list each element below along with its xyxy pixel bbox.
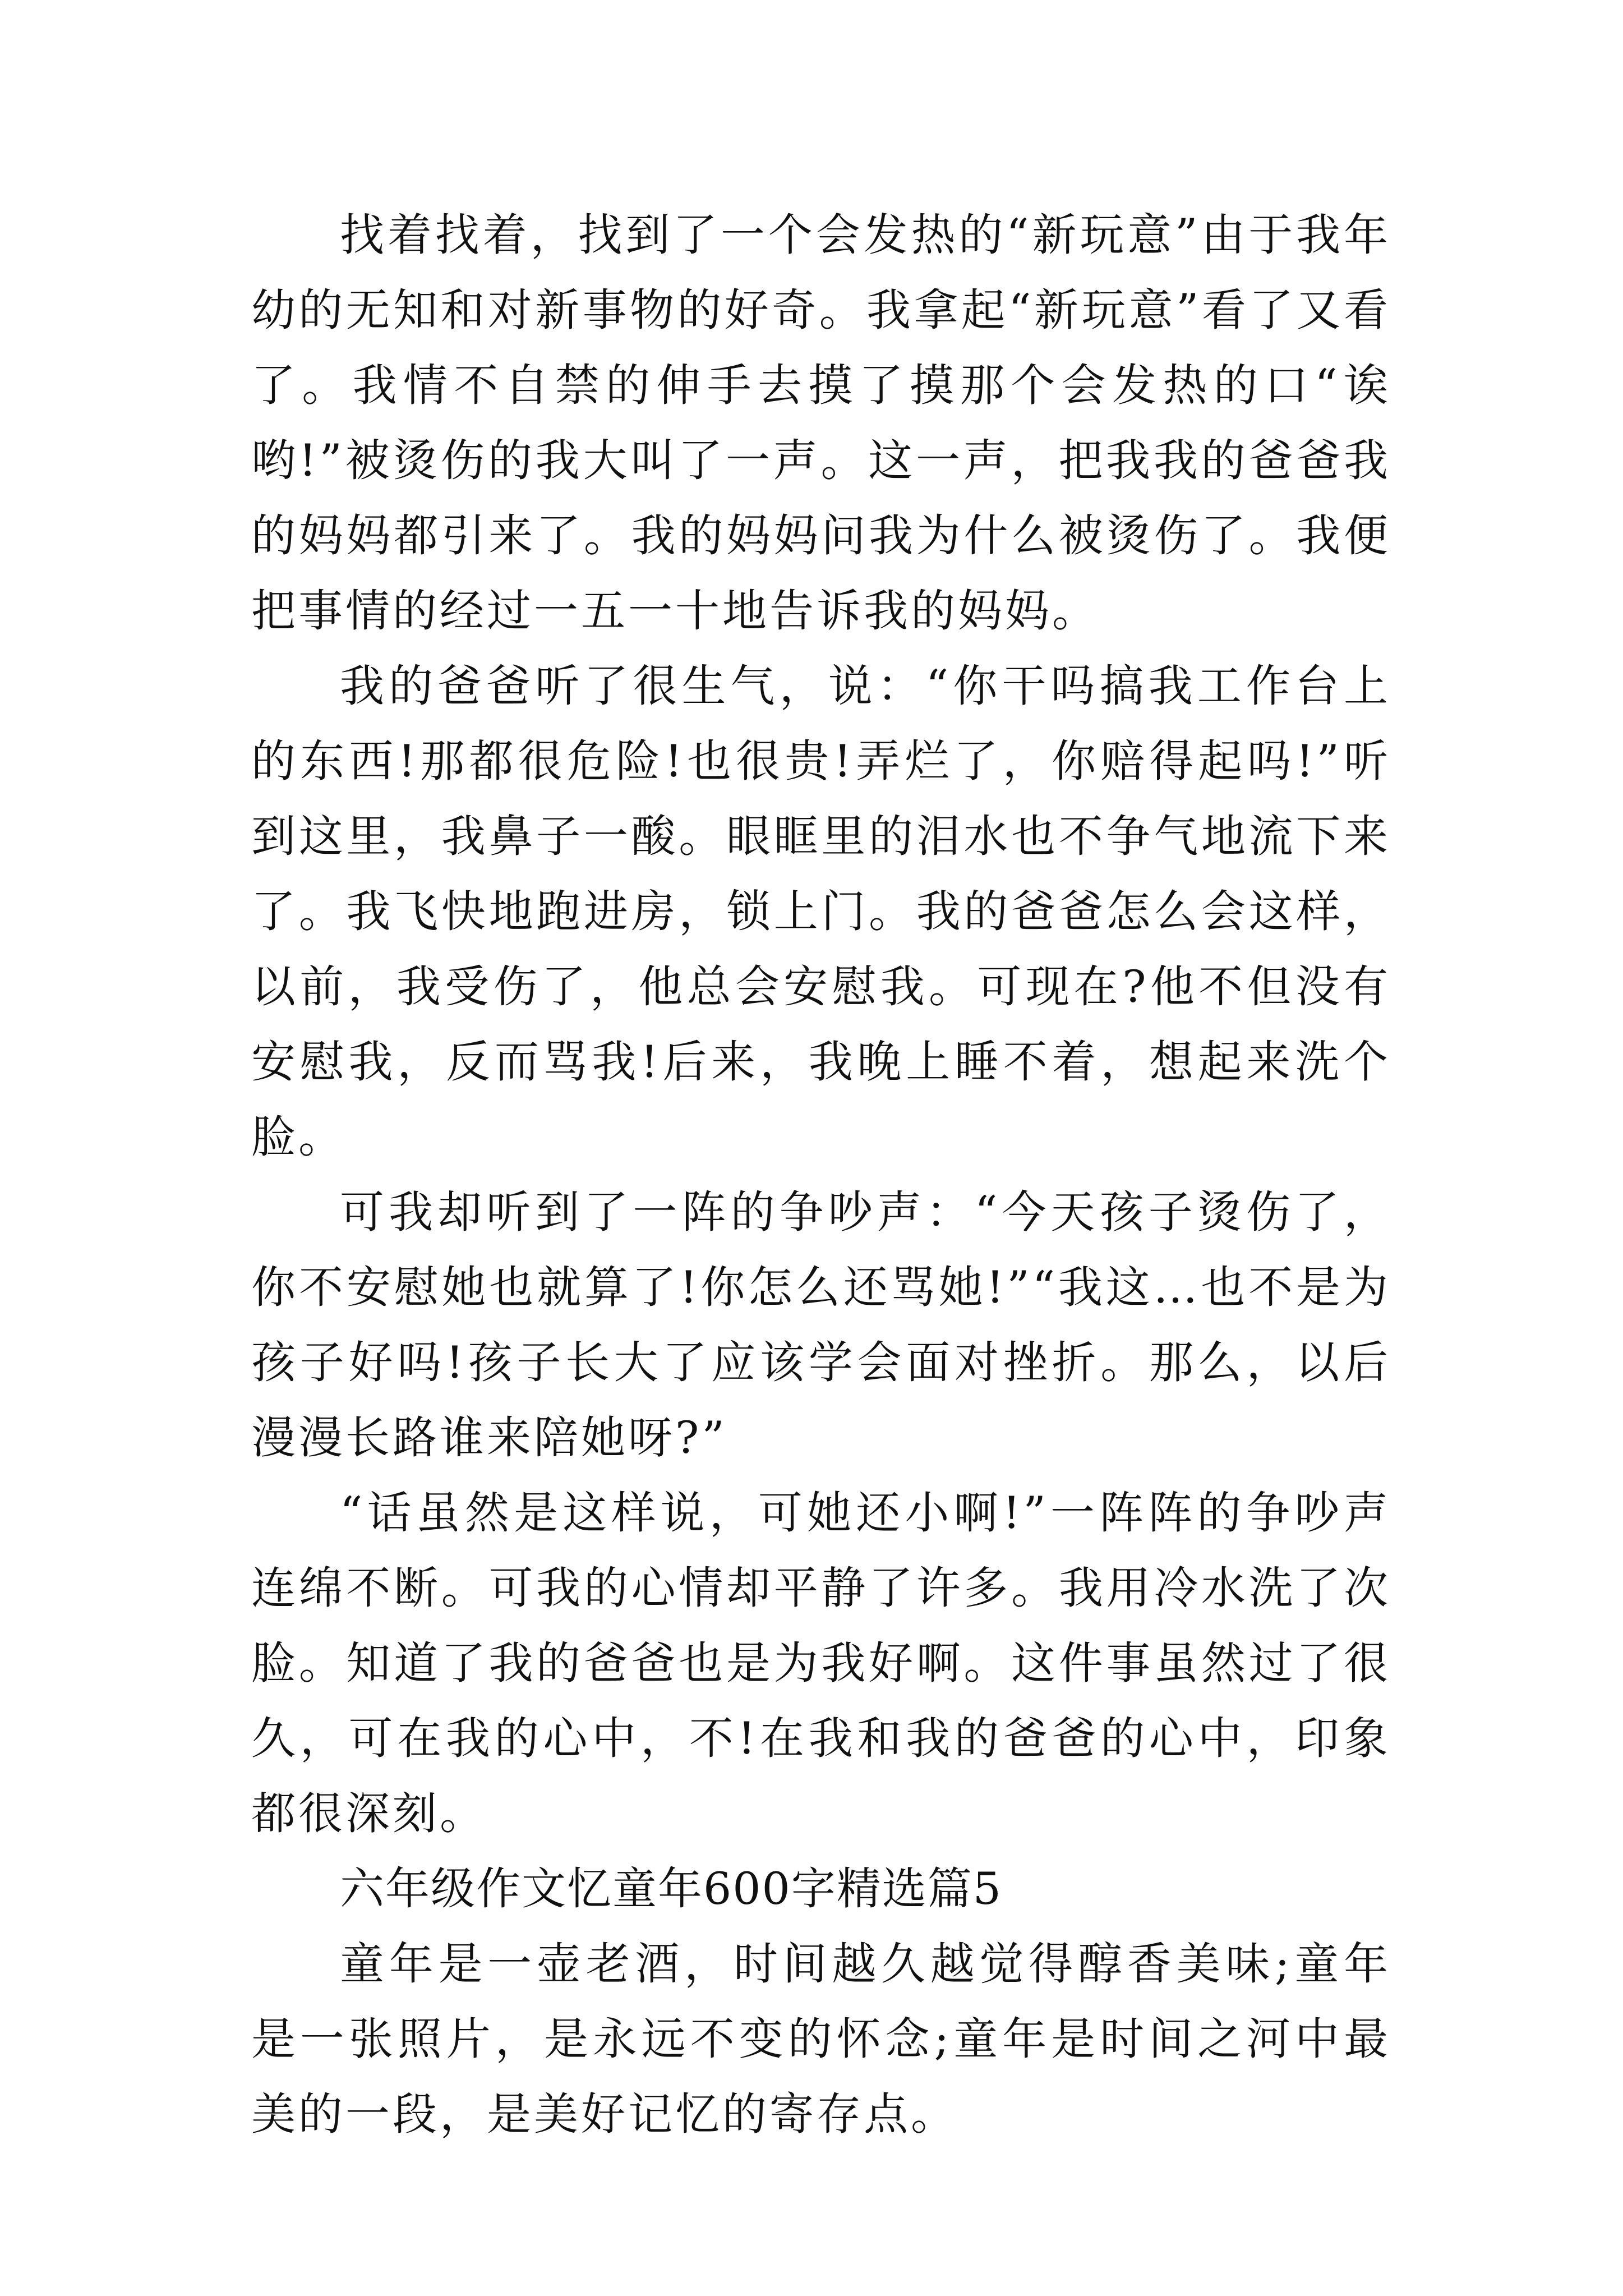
paragraph: “话虽然是这样说，可她还小啊!”一阵阵的争吵声连绵不断。可我的心情却平静了许多。我用冷水洗了次脸。知道了我的爸爸也是为我好啊。这件事虽然过了很久，可在我的心中，不!在我和我的爸爸的心中，印象都很深刻。 [251, 1487, 1391, 1839]
paragraph: 童年是一壶老酒，时间越久越觉得醇香美味;童年是一张照片，是永远不变的怀念;童年是时间之河中最美的一段，是美好记忆的寄存点。 [251, 1938, 1391, 2140]
paragraph: 我的爸爸听了很生气，说：“你干吗搞我工作台上的东西!那都很危险!也很贵!弄烂了，你赔得起吗!”听到这里，我鼻子一酸。眼眶里的泪水也不争气地流下来了。我飞快地跑进房，锁上门。我的爸爸怎么会这样，以前，我受伤了，他总会安慰我。可现在?他不但没有安慰我，反而骂我!后来，我晚上睡不着，想起来洗个脸。 [251, 660, 1391, 1163]
document-body [251, 197, 1391, 2152]
paragraph: 可我却听到了一阵的争吵声：“今天孩子烫伤了，你不安慰她也就算了!你怎么还骂她!”“我这…也不是为孩子好吗!孩子长大了应该学会面对挫折。那么，以后漫漫长路谁来陪她呀?” [251, 1186, 1391, 1464]
paragraph: 找着找着，找到了一个会发热的“新玩意”由于我年幼的无知和对新事物的好奇。我拿起“新玩意”看了又看了。我情不自禁的伸手去摸了摸那个会发热的口“诶哟!”被烫伤的我大叫了一声。这一声，把我我的爸爸我的妈妈都引来了。我的妈妈问我为什么被烫伤了。我便把事情的经过一五一十地告诉我的妈妈。 [251, 209, 1391, 637]
section-heading: 六年级作文忆童年600字精选篇5 [340, 1863, 1003, 1915]
